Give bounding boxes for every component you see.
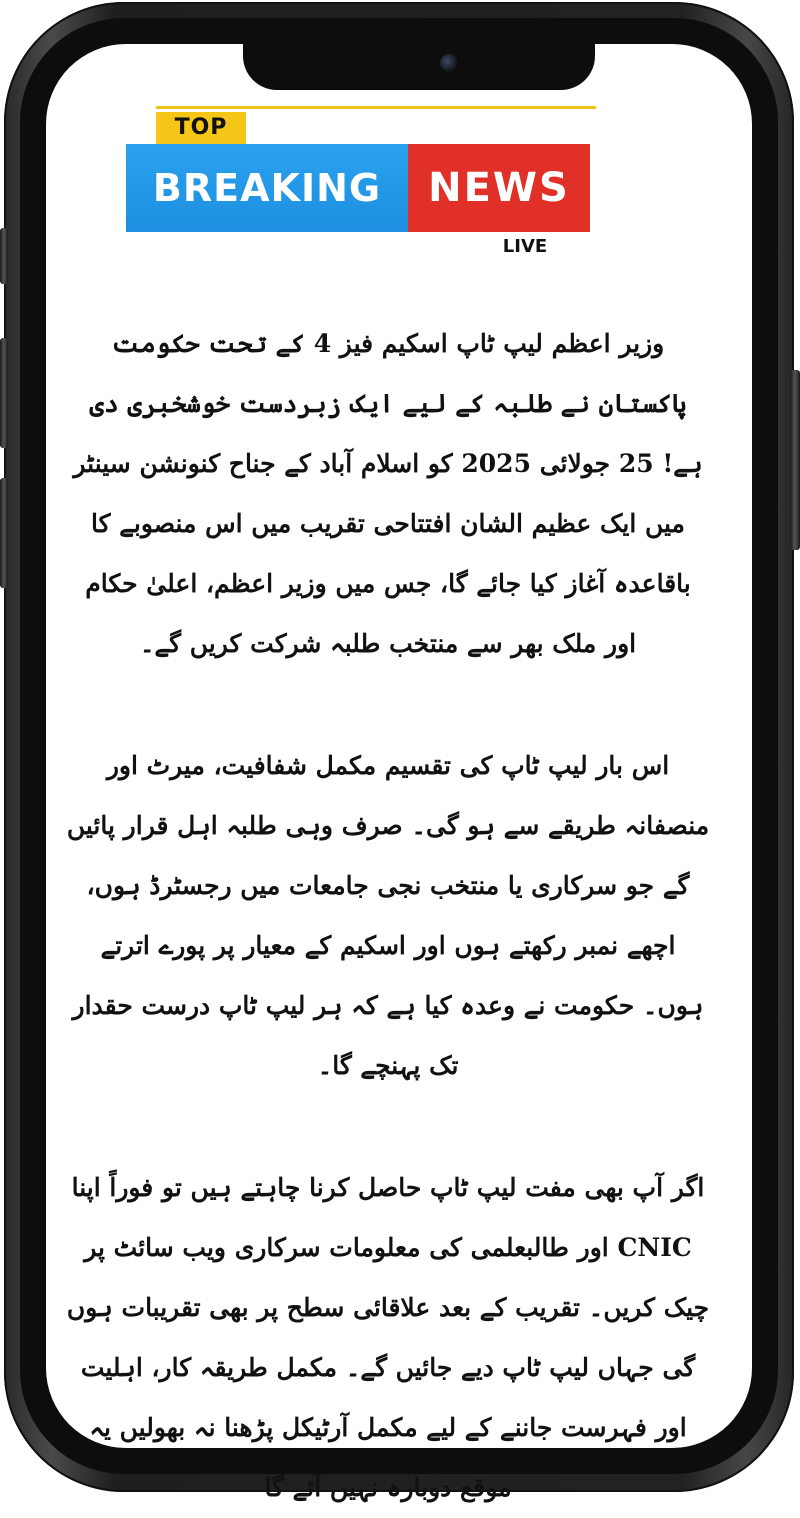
banner-live-tag: LIVE <box>490 232 560 262</box>
article-paragraph: وزیر اعظم لیپ ٹاپ اسکیم فیز 4 کے تحت حکومت پاکستان نے طلبہ کے لیے ایک زبردست خوشخبری دی ہے! 25 جولائی 2025 کو اسلام آباد کے جناح کنونشن سینٹر میں ایک عظیم الشان افتتاحی تقریب میں اس منصوبے کا باقاعدہ آغاز کیا جائے گا، جس میں وزیر اعظم، اعلیٰ حکام اور ملک بھر سے منتخب طلبہ شرکت کریں گے۔ <box>73 329 703 658</box>
banner-top-tag: TOP <box>156 112 246 144</box>
article-paragraph: اس بار لیپ ٹاپ کی تقسیم مکمل شفافیت، میرٹ اور منصفانہ طریقے سے ہو گی۔ صرف وہی طلبہ اہل قرار پائیں گے جو سرکاری یا منتخب نجی جامعات میں رجسٹرڈ ہوں، اچھے نمبر رکھتے ہوں اور اسکیم کے معیار پر پورے اترتے ہوں۔ حکومت نے وعدہ کیا ہے کہ ہر لیپ ٹاپ درست حقدار تک پہنچے گا۔ <box>66 751 710 1080</box>
power-button <box>790 370 800 550</box>
volume-button-middle <box>0 338 8 448</box>
article-body <box>66 314 710 1518</box>
banner-news-text: NEWS <box>408 144 590 232</box>
front-camera-icon <box>440 54 458 72</box>
breaking-news-banner <box>126 104 596 274</box>
banner-breaking-text: BREAKING <box>126 144 408 232</box>
phone-notch <box>243 44 595 90</box>
article-paragraph: اگر آپ بھی مفت لیپ ٹاپ حاصل کرنا چاہتے ہیں تو فوراً اپنا CNIC اور طالبعلمی کی معلومات سرکاری ویب سائٹ پر چیک کریں۔ تقریب کے بعد علاقائی سطح پر بھی تقریبات ہوں گی جہاں لیپ ٹاپ دیے جائیں گے۔ مکمل طریقہ کار، اہلیت اور فہرست جاننے کے لیے مکمل آرٹیکل پڑھنا نہ بھولیں یہ موقع دوبارہ نہیں آئے گا <box>66 1173 710 1502</box>
volume-button-lower <box>0 478 8 588</box>
volume-button-upper <box>0 228 8 284</box>
phone-screen <box>46 44 752 1502</box>
banner-accent-line <box>156 106 596 109</box>
